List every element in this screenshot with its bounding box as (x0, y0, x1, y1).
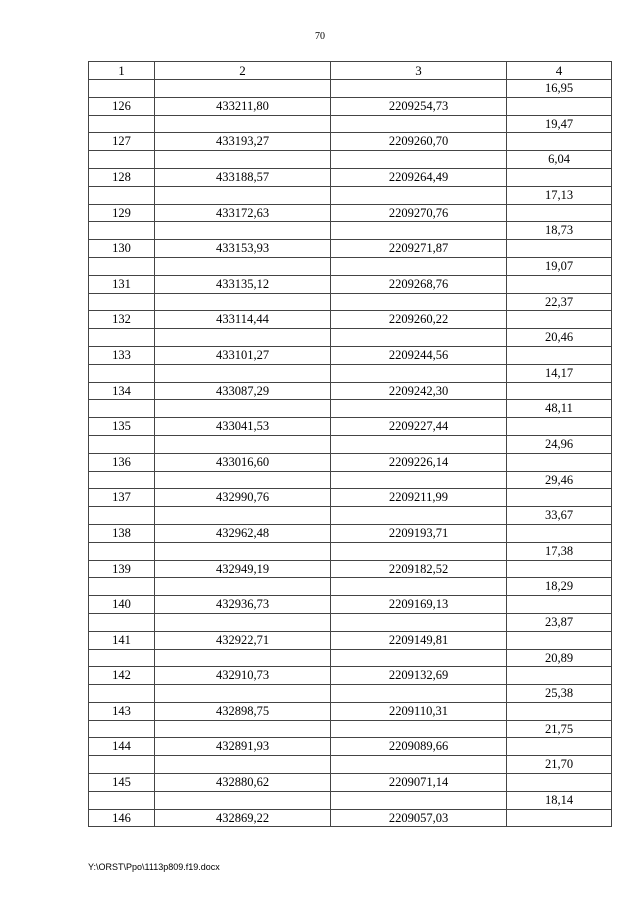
point-number: 134 (89, 382, 155, 400)
footer-file-path: Y:\ORST\Ppo\1113p809.f19.docx (88, 862, 220, 872)
point-number: 142 (89, 667, 155, 685)
point-number: 138 (89, 524, 155, 542)
x-coordinate: 433087,29 (155, 382, 331, 400)
x-coordinate: 433153,93 (155, 240, 331, 258)
point-row (89, 133, 612, 151)
x-coordinate: 432962,48 (155, 524, 331, 542)
point-row (89, 631, 612, 649)
distance-cell: 17,38 (507, 542, 612, 560)
distance-row (89, 613, 612, 631)
point-row (89, 489, 612, 507)
point-row (89, 702, 612, 720)
x-coordinate: 432936,73 (155, 596, 331, 614)
x-coordinate: 432910,73 (155, 667, 331, 685)
x-coordinate: 433114,44 (155, 311, 331, 329)
y-coordinate: 2209242,30 (331, 382, 507, 400)
y-coordinate: 2209270,76 (331, 204, 507, 222)
distance-cell: 17,13 (507, 186, 612, 204)
distance-cell: 21,70 (507, 756, 612, 774)
distance-row (89, 186, 612, 204)
point-number: 145 (89, 774, 155, 792)
distance-row (89, 151, 612, 169)
distance-cell: 25,38 (507, 685, 612, 703)
distance-cell: 6,04 (507, 151, 612, 169)
distance-row (89, 222, 612, 240)
point-row (89, 774, 612, 792)
point-number: 135 (89, 418, 155, 436)
point-row (89, 596, 612, 614)
distance-row (89, 435, 612, 453)
x-coordinate: 432990,76 (155, 489, 331, 507)
x-coordinate: 432898,75 (155, 702, 331, 720)
y-coordinate: 2209089,66 (331, 738, 507, 756)
distance-cell: 14,17 (507, 364, 612, 382)
distance-row (89, 80, 612, 98)
point-number: 128 (89, 168, 155, 186)
distance-row (89, 542, 612, 560)
distance-row (89, 507, 612, 525)
point-row (89, 809, 612, 827)
y-coordinate: 2209244,56 (331, 346, 507, 364)
distance-cell: 23,87 (507, 613, 612, 631)
y-coordinate: 2209057,03 (331, 809, 507, 827)
y-coordinate: 2209268,76 (331, 275, 507, 293)
point-number: 130 (89, 240, 155, 258)
y-coordinate: 2209110,31 (331, 702, 507, 720)
distance-cell: 24,96 (507, 435, 612, 453)
point-number: 144 (89, 738, 155, 756)
distance-row (89, 293, 612, 311)
point-number: 141 (89, 631, 155, 649)
point-number: 137 (89, 489, 155, 507)
x-coordinate: 432922,71 (155, 631, 331, 649)
point-row (89, 275, 612, 293)
distance-row (89, 257, 612, 275)
distance-row (89, 329, 612, 347)
y-coordinate: 2209227,44 (331, 418, 507, 436)
point-row (89, 524, 612, 542)
column-header-2: 2 (155, 62, 331, 80)
point-row (89, 560, 612, 578)
column-header-4: 4 (507, 62, 612, 80)
point-number: 133 (89, 346, 155, 364)
x-coordinate: 433211,80 (155, 97, 331, 115)
distance-cell: 33,67 (507, 507, 612, 525)
x-coordinate: 433041,53 (155, 418, 331, 436)
y-coordinate: 2209193,71 (331, 524, 507, 542)
distance-cell: 48,11 (507, 400, 612, 418)
x-coordinate: 433101,27 (155, 346, 331, 364)
distance-cell: 16,95 (507, 80, 612, 98)
x-coordinate: 433172,63 (155, 204, 331, 222)
distance-cell: 21,75 (507, 720, 612, 738)
point-number: 126 (89, 97, 155, 115)
point-number: 143 (89, 702, 155, 720)
y-coordinate: 2209271,87 (331, 240, 507, 258)
distance-row (89, 685, 612, 703)
x-coordinate: 433193,27 (155, 133, 331, 151)
point-row (89, 382, 612, 400)
y-coordinate: 2209211,99 (331, 489, 507, 507)
point-number: 136 (89, 453, 155, 471)
column-header-3: 3 (331, 62, 507, 80)
point-row (89, 204, 612, 222)
distance-row (89, 578, 612, 596)
y-coordinate: 2209149,81 (331, 631, 507, 649)
y-coordinate: 2209254,73 (331, 97, 507, 115)
y-coordinate: 2209264,49 (331, 168, 507, 186)
distance-row (89, 115, 612, 133)
x-coordinate: 433188,57 (155, 168, 331, 186)
page-number: 70 (315, 31, 325, 42)
y-coordinate: 2209226,14 (331, 453, 507, 471)
point-number: 139 (89, 560, 155, 578)
y-coordinate: 2209182,52 (331, 560, 507, 578)
distance-row (89, 649, 612, 667)
y-coordinate: 2209071,14 (331, 774, 507, 792)
point-row (89, 418, 612, 436)
y-coordinate: 2209169,13 (331, 596, 507, 614)
distance-row (89, 720, 612, 738)
point-row (89, 311, 612, 329)
x-coordinate: 432880,62 (155, 774, 331, 792)
point-number: 129 (89, 204, 155, 222)
x-coordinate: 433016,60 (155, 453, 331, 471)
distance-row (89, 471, 612, 489)
point-number: 127 (89, 133, 155, 151)
point-number: 131 (89, 275, 155, 293)
y-coordinate: 2209132,69 (331, 667, 507, 685)
x-coordinate: 432891,93 (155, 738, 331, 756)
point-row (89, 667, 612, 685)
distance-cell: 19,47 (507, 115, 612, 133)
y-coordinate: 2209260,70 (331, 133, 507, 151)
distance-cell: 18,29 (507, 578, 612, 596)
distance-cell: 29,46 (507, 471, 612, 489)
point-row (89, 240, 612, 258)
point-number: 140 (89, 596, 155, 614)
point-number: 146 (89, 809, 155, 827)
x-coordinate: 432869,22 (155, 809, 331, 827)
point-row (89, 168, 612, 186)
point-row (89, 453, 612, 471)
coordinates-table (88, 61, 612, 827)
distance-row (89, 400, 612, 418)
distance-cell: 22,37 (507, 293, 612, 311)
distance-row (89, 364, 612, 382)
point-row (89, 738, 612, 756)
distance-row (89, 756, 612, 774)
distance-cell: 20,89 (507, 649, 612, 667)
x-coordinate: 432949,19 (155, 560, 331, 578)
point-number: 132 (89, 311, 155, 329)
distance-cell: 18,73 (507, 222, 612, 240)
point-row (89, 97, 612, 115)
y-coordinate: 2209260,22 (331, 311, 507, 329)
x-coordinate: 433135,12 (155, 275, 331, 293)
distance-row (89, 791, 612, 809)
table-header-row (89, 62, 612, 80)
point-row (89, 346, 612, 364)
distance-cell: 19,07 (507, 257, 612, 275)
column-header-1: 1 (89, 62, 155, 80)
distance-cell: 20,46 (507, 329, 612, 347)
distance-cell: 18,14 (507, 791, 612, 809)
